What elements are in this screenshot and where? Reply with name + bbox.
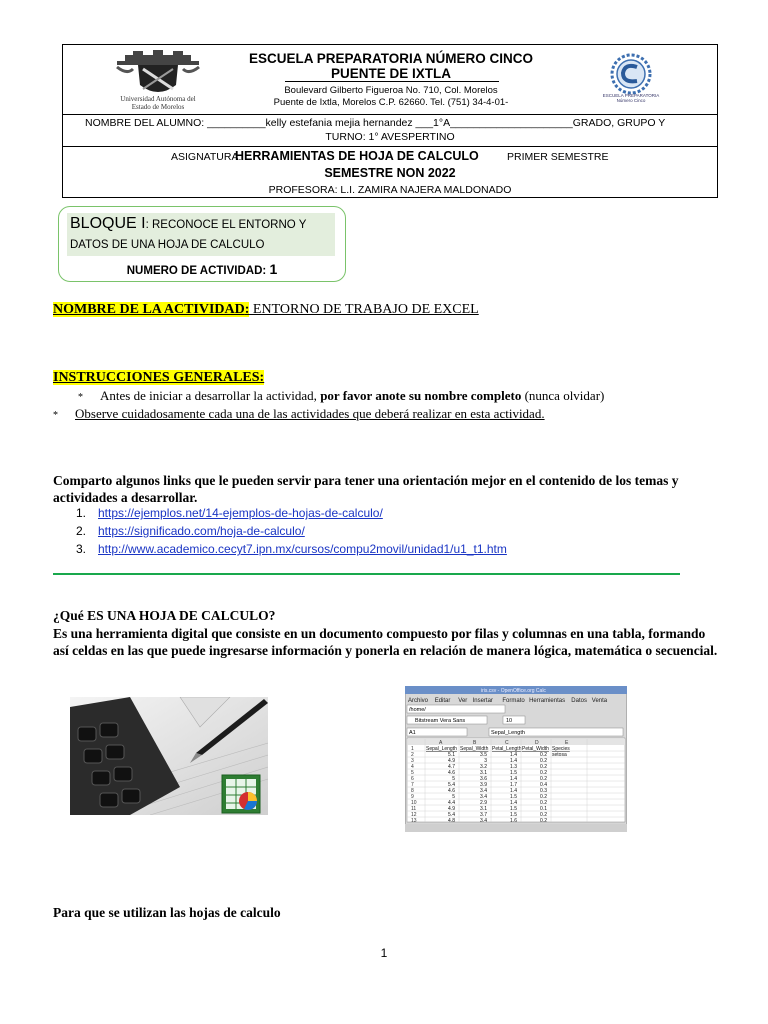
sheet-cell: 0.2 — [540, 776, 547, 782]
sheet-cell: 4.8 — [448, 818, 455, 824]
instruction-1-post: (nunca olvidar) — [521, 388, 605, 403]
link-item-1 — [76, 506, 383, 520]
spreadsheet-window — [405, 686, 627, 832]
sheet-cell: 4.7 — [448, 764, 455, 770]
sheet-cell: 0.4 — [540, 782, 547, 788]
sheet-font-name: Bitstream Vera Sans — [415, 718, 466, 724]
activity-number-value: 1 — [269, 261, 278, 277]
sheet-cell: 4.4 — [448, 800, 455, 806]
sheet-cell: 5.4 — [448, 812, 455, 818]
sheet-cell: 4.6 — [448, 788, 455, 794]
school-name: ESCUELA PREPARATORIA NÚMERO CINCO — [248, 51, 533, 66]
sheet-cell: 5 — [452, 776, 455, 782]
sheet-row-number: 13 — [411, 818, 417, 824]
sheet-font-size: 10 — [506, 718, 513, 724]
para-usos-heading: Para que se utilizan las hojas de calculo — [53, 905, 281, 920]
sheet-cell: 5 — [452, 794, 455, 800]
sheet-row-number: 9 — [411, 794, 414, 800]
sheet-cell: 1.5 — [510, 806, 517, 812]
page-number: 1 — [380, 946, 388, 960]
activity-name-line — [53, 302, 479, 318]
address-line-2: Puente de Ixtla, Morelos C.P. 62660. Tel. (751) 34-4-01- — [273, 97, 509, 108]
address-line-1: Boulevard Gilberto Figueroa No. 710, Col. Morelos — [284, 85, 498, 96]
sheet-cell: 3.9 — [480, 782, 487, 788]
question-title: ¿Qué ES UNA HOJA DE CALCULO? — [53, 608, 276, 623]
activity-name-sep: : — [244, 302, 250, 317]
activity-name-value: ENTORNO DE TRABAJO DE EXCEL — [249, 302, 479, 317]
sheet-cell: 4.9 — [448, 758, 455, 764]
asignatura-label: ASIGNATURA: — [171, 151, 242, 163]
sheet-cell: 1.4 — [510, 758, 517, 764]
sheet-cell: 0.2 — [540, 794, 547, 800]
student-info-row — [63, 114, 717, 147]
sheet-row-number: 2 — [411, 752, 414, 758]
sheet-cell: 0.2 — [540, 800, 547, 806]
links-intro: Comparto algunos links que le pueden servir para tener una orientación mejor en el contenido de los temas y actividades a desarrollar. — [53, 473, 679, 505]
sheet-cell: 1.5 — [510, 812, 517, 818]
sheet-cell: 3.1 — [480, 770, 487, 776]
sheet-cell: 3.4 — [480, 794, 487, 800]
instruction-1-bold: por favor anote su nombre completo — [320, 388, 522, 403]
sheet-cell: 1.7 — [510, 782, 517, 788]
sheet-cell: 0.2 — [540, 818, 547, 824]
svg-text:iris.csv - OpenOffice.org Calc: iris.csv - OpenOffice.org Calc — [481, 688, 546, 694]
sheet-header-cell: Petal_Length — [492, 746, 522, 752]
sheet-cell: 0.2 — [540, 812, 547, 818]
sheet-menu-item: Herramientas — [529, 698, 566, 704]
instructions-heading — [53, 370, 264, 386]
sheet-row-number: 4 — [411, 764, 414, 770]
sheet-cell: setosa — [552, 752, 567, 758]
sheet-menu-item: Editar — [434, 698, 451, 704]
sheet-cell: 1.6 — [510, 818, 517, 824]
uaem-caption-line2: Estado de Morelos — [131, 103, 185, 111]
sheet-cell-ref: A1 — [409, 730, 416, 736]
question-body: Es una herramienta digital que consiste en un documento compuesto por filas y columnas en una tabla, formando así celdas en las que puede ingresarse información y ponerla en relación de manera lógica, matemática o secuencial. — [53, 626, 718, 658]
asignatura-value: HERRAMIENTAS DE HOJA DE CALCULO — [235, 149, 479, 163]
instruction-item-2 — [53, 406, 545, 422]
sheet-cell: 3.5 — [480, 752, 487, 758]
sheet-cell: 3 — [484, 758, 487, 764]
sheet-menu-item: Venta — [591, 698, 608, 704]
sheet-cell: 4.9 — [448, 806, 455, 812]
uaem-caption-line1: Universidad Autónoma del — [120, 95, 196, 103]
sheet-row-number: 5 — [411, 770, 414, 776]
sheet-column-letter: A — [439, 740, 443, 746]
link-significado[interactable]: https://significado.com/hoja-de-calculo/ — [98, 524, 305, 538]
sheet-header-cell: Petal_Width — [522, 746, 549, 752]
bloque-title-big: BLOQUE I — [70, 215, 146, 232]
sheet-cell: 0.3 — [540, 788, 547, 794]
sheet-row-number: 10 — [411, 800, 417, 806]
link-number: 1. — [76, 506, 87, 520]
sheet-cell: 5.4 — [448, 782, 455, 788]
sheet-row-number: 11 — [411, 806, 417, 812]
sheet-cell: 0.1 — [540, 806, 547, 812]
sheet-cell: 1.5 — [510, 770, 517, 776]
sheet-row-number: 3 — [411, 758, 414, 764]
sheet-header-cell: Sepal_Width — [460, 746, 489, 752]
sheet-cell: 1.5 — [510, 794, 517, 800]
sheet-row-number: 6 — [411, 776, 414, 782]
uaem-logo-caption — [97, 95, 219, 111]
sheet-cell: 0.2 — [540, 764, 547, 770]
sheet-cell: 0.2 — [540, 758, 547, 764]
sheet-cell: 3.4 — [480, 818, 487, 824]
sheet-column-letter: C — [505, 740, 509, 746]
sheet-cell: 1.3 — [510, 764, 517, 770]
turno-line: TURNO: 1° AVESPERTINO — [325, 131, 455, 143]
bullet-asterisk-icon: * — [78, 392, 83, 403]
sheet-cell: 2.9 — [480, 800, 487, 806]
sheet-cell: 0.2 — [540, 770, 547, 776]
activity-number-label: NUMERO DE ACTIVIDAD: — [126, 265, 267, 277]
sheet-cell: 3.7 — [480, 812, 487, 818]
link-item-3 — [76, 542, 507, 556]
sheet-cell: 0.2 — [540, 752, 547, 758]
sheet-column-letter: D — [535, 740, 539, 746]
activity-name-label: NOMBRE DE LA ACTIVIDAD — [53, 302, 245, 317]
instruction-2-text: Observe cuidadosamente cada una de las actividades que deberá realizar en esta actividad. — [75, 406, 545, 421]
link-ejemplos[interactable]: https://ejemplos.net/14-ejemplos-de-hojas-de-calculo/ — [98, 506, 383, 520]
link-item-2 — [76, 524, 305, 538]
sheet-menu-item: Ver — [458, 698, 468, 704]
sheet-menu-item: Archivo — [408, 698, 429, 704]
sheet-column-letter: E — [565, 740, 569, 746]
bullet-asterisk-icon: * — [53, 410, 58, 421]
link-number: 2. — [76, 524, 87, 538]
sheet-cell: 3.4 — [480, 788, 487, 794]
prepa-cinco-caption: ESCUELA PREPARATORIA Número Cinco — [602, 93, 660, 103]
sheet-cell: 4.6 — [448, 770, 455, 776]
sheet-row-number: 1 — [411, 746, 414, 752]
sheet-cell: 5.1 — [448, 752, 455, 758]
semester-label: PRIMER SEMESTRE — [507, 151, 609, 163]
sheet-header-cell: Species — [552, 746, 570, 752]
link-number: 3. — [76, 542, 87, 556]
link-academico[interactable]: http://www.academico.cecyt7.ipn.mx/cursos/compu2movil/unidad1/u1_t1.htm — [98, 542, 507, 556]
sheet-cell: 3.1 — [480, 806, 487, 812]
semestre-line: SEMESTRE NON 2022 — [324, 166, 456, 180]
sheet-row-number: 7 — [411, 782, 414, 788]
school-city: PUENTE DE IXTLA — [330, 66, 451, 81]
bloque-title — [67, 213, 335, 256]
document-header — [62, 44, 718, 198]
sheet-path: /home/ — [409, 707, 426, 713]
sheet-cell: 1.4 — [510, 776, 517, 782]
sheet-menu-item: Formato — [502, 698, 525, 704]
green-divider — [53, 573, 680, 575]
sheet-menu-item: Datos — [571, 698, 587, 704]
bloque-box — [58, 206, 346, 282]
sheet-cell: 3.6 — [480, 776, 487, 782]
instructions-heading-text: INSTRUCCIONES GENERALES: — [53, 370, 265, 385]
student-name-line: NOMBRE DEL ALUMNO: __________kelly estefania mejia hernandez ___1°A_____________________GRADO, GRUPO Y — [85, 117, 666, 129]
calculator-photo — [70, 697, 268, 815]
sheet-header-cell: Sepal_Length — [426, 746, 457, 752]
sheet-cell: 1.4 — [510, 752, 517, 758]
sheet-menu-item: Insertar — [472, 698, 493, 704]
sheet-cell: 1.4 — [510, 800, 517, 806]
sheet-formula: Sepal_Length — [491, 730, 525, 736]
header-rule — [285, 81, 499, 82]
bloque-title-rest: : RECONOCE EL ENTORNO Y DATOS DE UNA HOJA DE CALCULO — [70, 219, 307, 251]
sheet-row-number: 8 — [411, 788, 414, 794]
header-logo-row — [63, 45, 717, 115]
instruction-1-pre: Antes de iniciar a desarrollar la actividad, — [100, 388, 321, 403]
sheet-row-number: 12 — [411, 812, 417, 818]
spreadsheet-screenshot — [405, 686, 627, 832]
activity-number-line — [59, 261, 345, 277]
sheet-cell: 3.2 — [480, 764, 487, 770]
sheet-column-letter: B — [473, 740, 477, 746]
profesora-line: PROFESORA: L.I. ZAMIRA NAJERA MALDONADO — [268, 184, 512, 196]
sheet-cell: 1.4 — [510, 788, 517, 794]
instruction-item-1 — [78, 388, 604, 404]
